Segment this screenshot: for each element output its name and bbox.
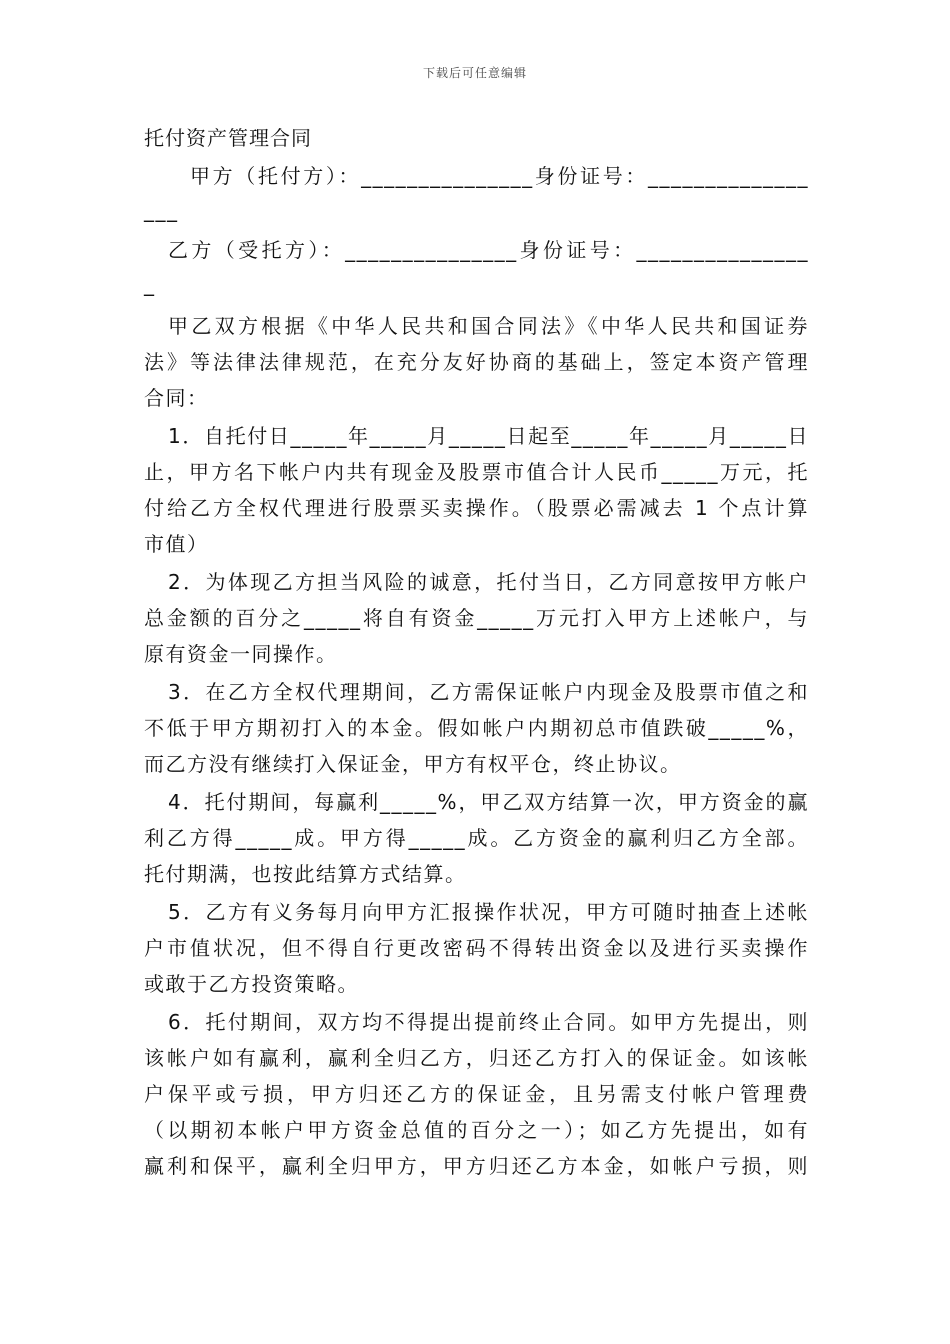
clause-1-line: 付给乙方全权代理进行股票买卖操作。（股票必需减去 1 个点计算 <box>144 496 809 520</box>
clause-4-line: 利乙方得_____成。甲方得_____成。乙方资金的赢利归乙方全部。 <box>144 826 809 850</box>
clause-3-line: 不低于甲方期初打入的本金。假如帐户内期初总市值跌破_____%， <box>144 716 809 740</box>
document-title: 托付资产管理合同 <box>144 126 312 150</box>
clause-3-line: 而乙方没有继续打入保证金，甲方有权平仓，终止协议。 <box>144 752 682 776</box>
clause-1-line: 止，甲方名下帐户内共有现金及股票市值合计人民币_____万元，托 <box>144 460 809 484</box>
party-b-line: 乙方（受托方）：_______________身份证号：_______________ <box>168 238 809 262</box>
clause-1-line: 市值） <box>144 532 209 556</box>
clause-5-line: 户市值状况，但不得自行更改密码不得转出资金以及进行买卖操作 <box>144 936 809 960</box>
clause-5-line: 5．乙方有义务每月向甲方汇报操作状况，甲方可随时抽查上述帐 <box>168 900 809 924</box>
paragraph-line: 甲乙双方根据《中华人民共和国合同法》《中华人民共和国证券 <box>168 314 809 338</box>
clause-2-line: 原有资金一同操作。 <box>144 642 338 666</box>
page-header: 下载后可任意编辑 <box>422 66 527 80</box>
clause-2-line: 总金额的百分之_____将自有资金_____万元打入甲方上述帐户，与 <box>144 606 809 630</box>
clause-6-line: 赢利和保平，赢利全归甲方，甲方归还乙方本金，如帐户亏损，则 <box>144 1154 809 1178</box>
clause-6-line: 户保平或亏损，甲方归还乙方的保证金，且另需支付帐户管理费 <box>144 1082 809 1106</box>
clause-2-line: 2．为体现乙方担当风险的诚意，托付当日，乙方同意按甲方帐户 <box>168 570 809 594</box>
clause-4-line: 托付期满，也按此结算方式结算。 <box>144 862 467 886</box>
paragraph-line: 合同： <box>144 386 209 410</box>
clause-1-line: 1．自托付日_____年_____月_____日起至_____年_____月_____日 <box>168 424 809 448</box>
clause-5-line: 或敢于乙方投资策略。 <box>144 972 359 996</box>
clause-4-line: 4．托付期间，每赢利_____%，甲乙双方结算一次，甲方资金的赢 <box>168 790 809 814</box>
party-a-line-cont: ___ <box>144 198 179 222</box>
clause-3-line: 3．在乙方全权代理期间，乙方需保证帐户内现金及股票市值之和 <box>168 680 809 704</box>
party-b-line-cont: _ <box>144 272 156 296</box>
clause-6-line: （以期初本帐户甲方资金总值的百分之一）；如乙方先提出，如有 <box>144 1118 809 1142</box>
party-a-line: 甲方（托付方）：_______________身份证号：______________ <box>190 164 809 188</box>
paragraph-line: 法》等法律法律规范，在充分友好协商的基础上，签定本资产管理 <box>144 350 809 374</box>
clause-6-line: 6．托付期间，双方均不得提出提前终止合同。如甲方先提出，则 <box>168 1010 809 1034</box>
clause-6-line: 该帐户如有赢利，赢利全归乙方，归还乙方打入的保证金。如该帐 <box>144 1046 809 1070</box>
